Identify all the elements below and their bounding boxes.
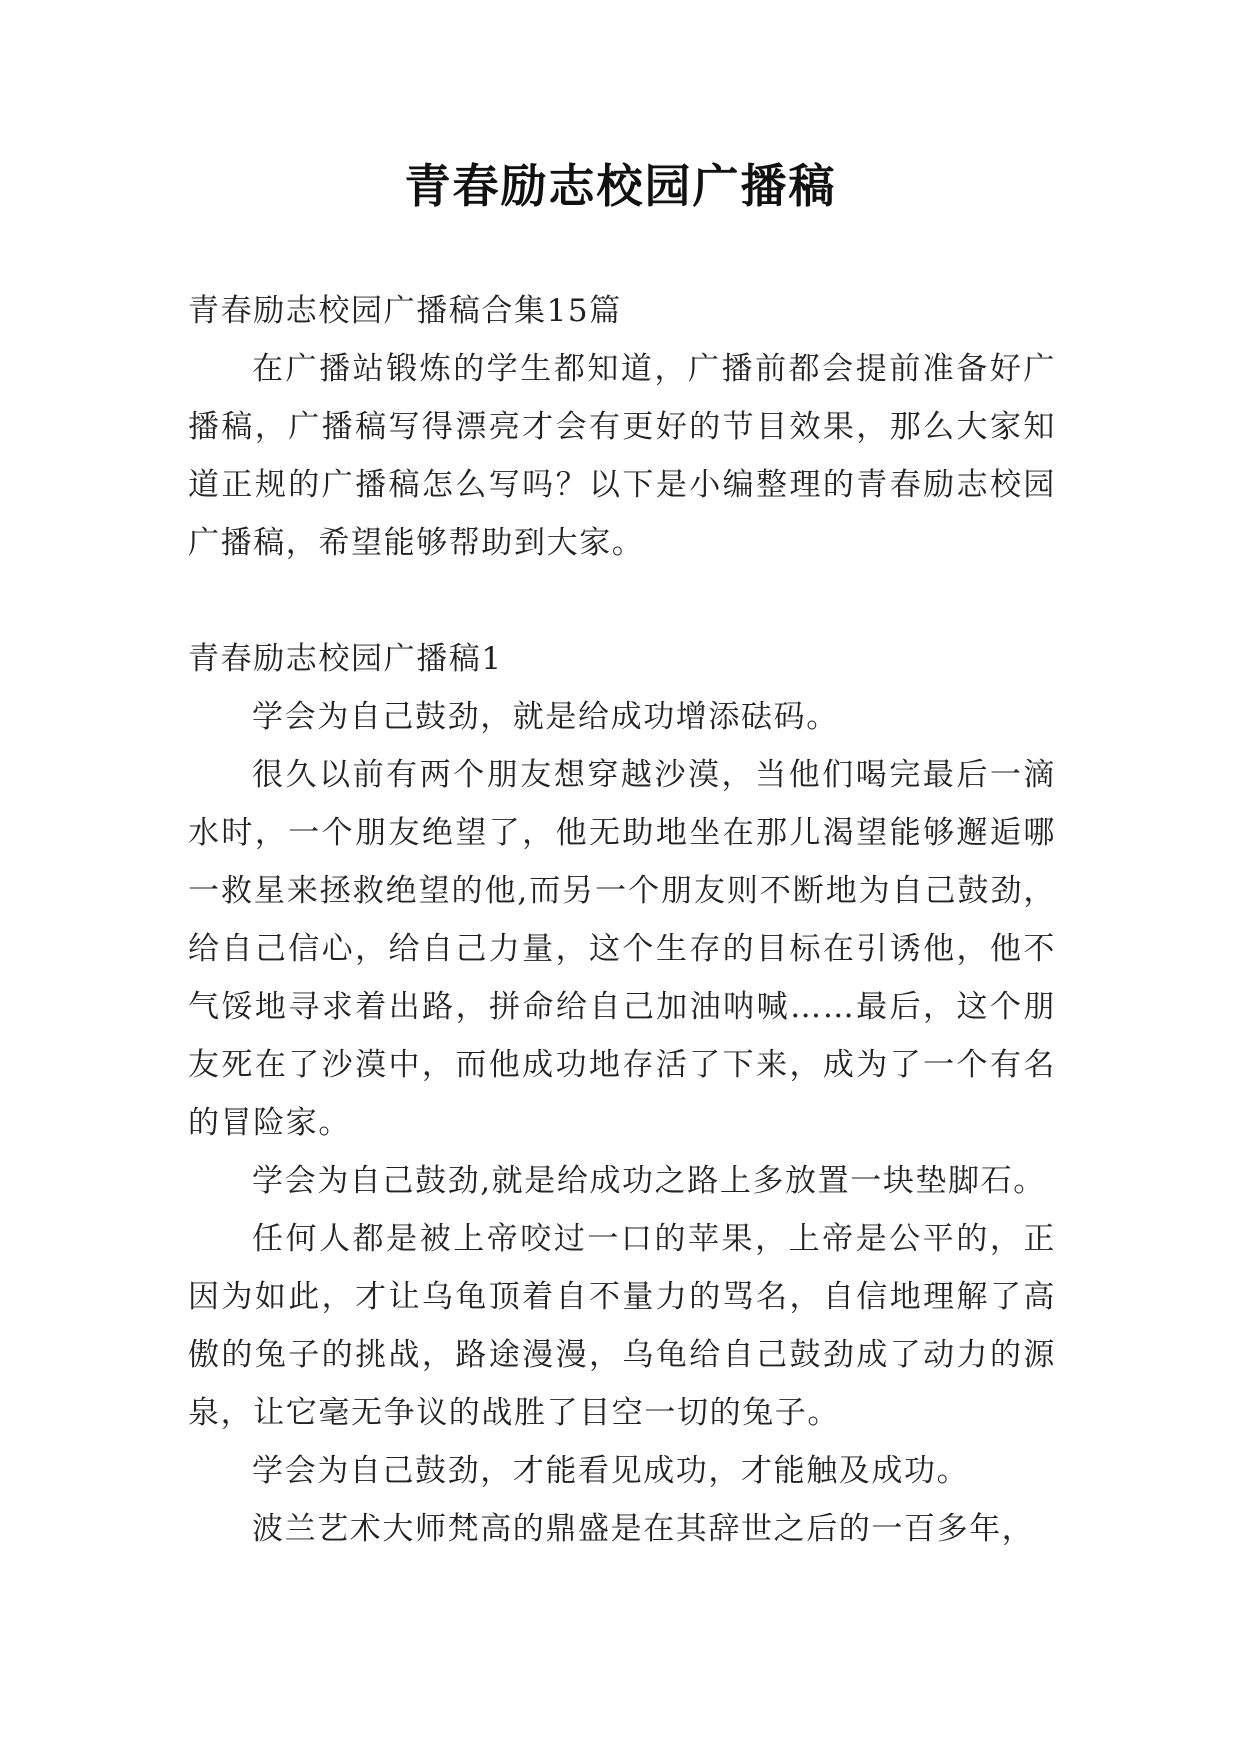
paragraph-2: 很久以前有两个朋友想穿越沙漠，当他们喝完最后一滴水时，一个朋友绝望了，他无助地坐在那儿渴望能够邂逅哪一救星来拯救绝望的他,而另一个朋友则不断地为自己鼓劲，给自己信心，给自己力量，这个生存的目标在引诱他，他不气馁地寻求着出路，拼命给自己加油呐喊……最后，这个朋友死在了沙漠中，而他成功地存活了下来，成为了一个有名的冒险家。 <box>188 757 1056 1141</box>
paragraph-5: 学会为自己鼓劲，才能看见成功，才能触及成功。 <box>252 1453 970 1489</box>
paragraph-6: 波兰艺术大师梵高的鼎盛是在其辞世之后的一百多年， <box>252 1511 1035 1547</box>
intro-paragraph: 在广播站锻炼的学生都知道，广播前都会提前准备好广播稿，广播稿写得漂亮才会有更好的节目效果，那么大家知道正规的广播稿怎么写吗？以下是小编整理的青春励志校园广播稿，希望能够帮助到大家。 <box>188 351 1056 561</box>
paragraph-1: 学会为自己鼓劲，就是给成功增添砝码。 <box>252 699 839 735</box>
document-body <box>188 282 1056 1558</box>
document-title: 青春励志校园广播稿 <box>404 159 837 213</box>
paragraph-3: 学会为自己鼓劲,就是给成功之路上多放置一块垫脚石。 <box>252 1163 1046 1199</box>
paragraph-4: 任何人都是被上帝咬过一口的苹果，上帝是公平的，正因为如此，才让乌龟顶着自不量力的骂名，自信地理解了高傲的兔子的挑战，路途漫漫，乌龟给自己鼓劲成了动力的源泉，让它毫无争议的战胜了目空一切的兔子。 <box>188 1221 1056 1431</box>
section-heading-1: 青春励志校园广播稿1 <box>188 641 503 677</box>
collection-subtitle: 青春励志校园广播稿合集15篇 <box>188 293 622 329</box>
section-spacer <box>188 572 1056 630</box>
